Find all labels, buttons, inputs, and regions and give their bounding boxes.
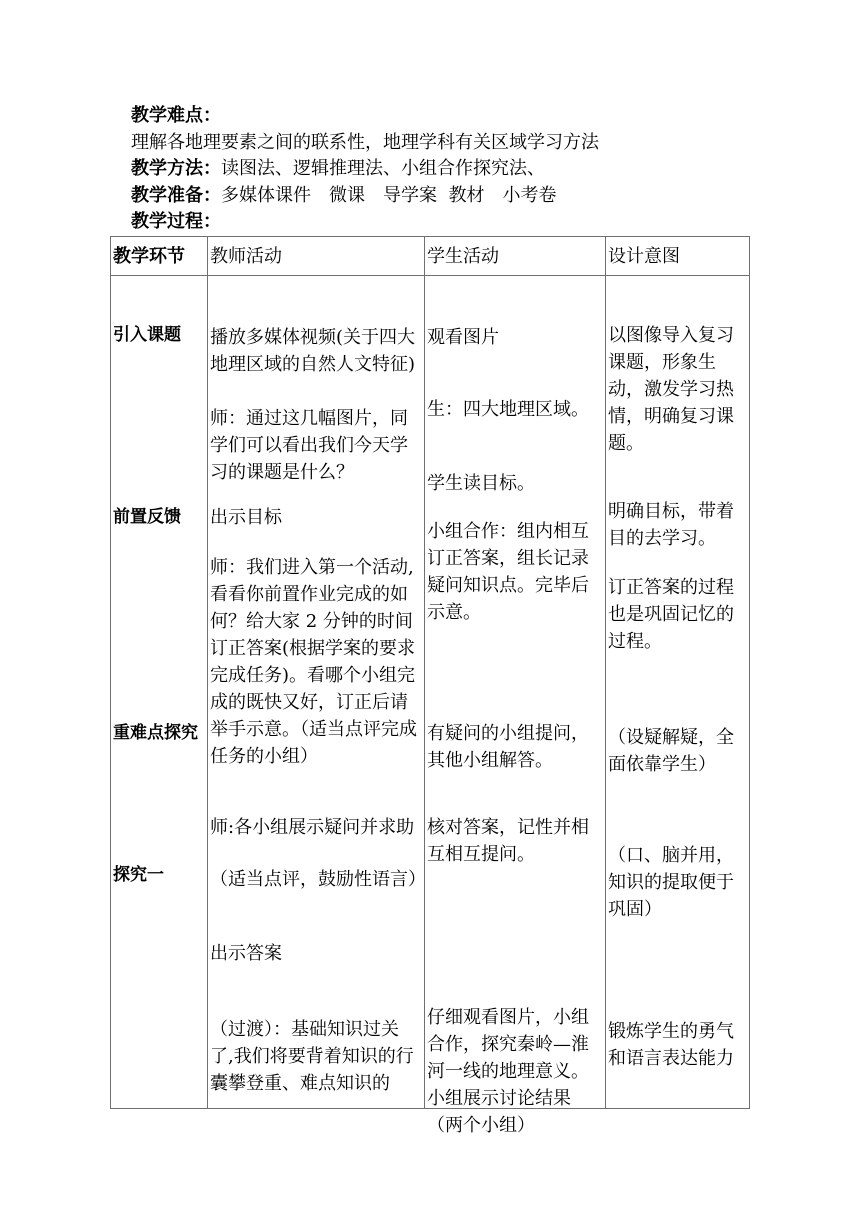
intent-item: 订正答案的过程也是巩固记忆的过程。	[608, 577, 734, 652]
intent-column	[608, 276, 747, 1108]
teacher-column	[210, 276, 426, 1108]
prep-label: 教学准备：	[131, 185, 221, 206]
student-item: 核对答案，记性并相互相互提问。	[427, 817, 589, 865]
student-item: 观看图片	[427, 327, 499, 348]
student-item: 仔细观看图片，小组合作，探究秦岭—淮河一线的地理意义。小组展示讨论结果（两个小组）	[427, 1007, 589, 1136]
difficulty-text: 理解各地理要素之间的联系性，地理学科有关区域学习方法	[131, 132, 599, 153]
intent-item: 锻炼学生的勇气和语言表达能力	[608, 1021, 734, 1069]
stage-key-points: 重难点探究	[113, 723, 198, 743]
teacher-item: 师：我们进入第一个活动,看看你前置作业完成的如何？给大家 2 分钟的时间订正答案(根据学案的要求完成任务)。看哪个小组完成的既快又好，订正后请举手示意。（适当点评完成任务的小组）	[210, 557, 417, 767]
stage-column	[113, 276, 205, 1108]
student-item: 学生读目标。	[427, 473, 535, 494]
intent-item: 以图像导入复习课题，形象生动，激发学习热情，明确复习课题。	[608, 325, 734, 454]
student-item: 小组合作：组内相互订正答案，组长记录疑问知识点。完毕后示意。	[427, 521, 589, 623]
teacher-item: 师:各小组展示疑问并求助	[210, 817, 415, 838]
header-student: 学生活动	[425, 237, 606, 276]
intent-item: （设疑解疑，全面依靠学生）	[608, 727, 734, 775]
header-teacher: 教师活动	[208, 237, 425, 276]
method-label: 教学方法：	[131, 158, 221, 179]
teacher-item: 出示目标	[210, 507, 282, 528]
teacher-item: 出示答案	[210, 943, 282, 964]
teacher-item: 播放多媒体视频(关于四大地理区域的自然人文特征)	[210, 327, 416, 375]
stage-intro: 引入课题	[113, 325, 181, 345]
lesson-process-table	[110, 236, 750, 1136]
student-item: 有疑问的小组提问，其他小组解答。	[427, 723, 589, 771]
teacher-item: 师：通过这几幅图片，同学们可以看出我们今天学习的课题是什么？	[210, 408, 408, 483]
process-label: 教学过程：	[131, 211, 221, 232]
header-stage: 教学环节	[111, 237, 208, 276]
method-text: 读图法、逻辑推理法、小组合作探究法、	[221, 158, 545, 179]
stage-inquiry-one: 探究一	[113, 865, 164, 885]
intent-item: （口、脑并用，知识的提取便于巩固）	[608, 845, 734, 920]
intent-item: 明确目标，带着目的去学习。	[608, 501, 734, 549]
prep-line	[131, 184, 556, 208]
table-row	[111, 276, 750, 1109]
stage-feedback: 前置反馈	[113, 507, 181, 527]
student-item: 生：四大地理区域。	[427, 399, 589, 420]
method-line	[131, 157, 545, 181]
table-header-row	[111, 237, 750, 276]
difficulty-label: 教学难点：	[131, 105, 221, 126]
teacher-item: （过渡）：基础知识过关了,我们将要背着知识的行囊攀登重、难点知识的	[210, 1019, 414, 1094]
teacher-item: （适当点评，鼓励性语言）	[210, 869, 426, 890]
student-column	[427, 276, 603, 1136]
header-intent: 设计意图	[606, 237, 750, 276]
prep-text: 多媒体课件 微课 导学案 教材 小考卷	[221, 185, 557, 206]
